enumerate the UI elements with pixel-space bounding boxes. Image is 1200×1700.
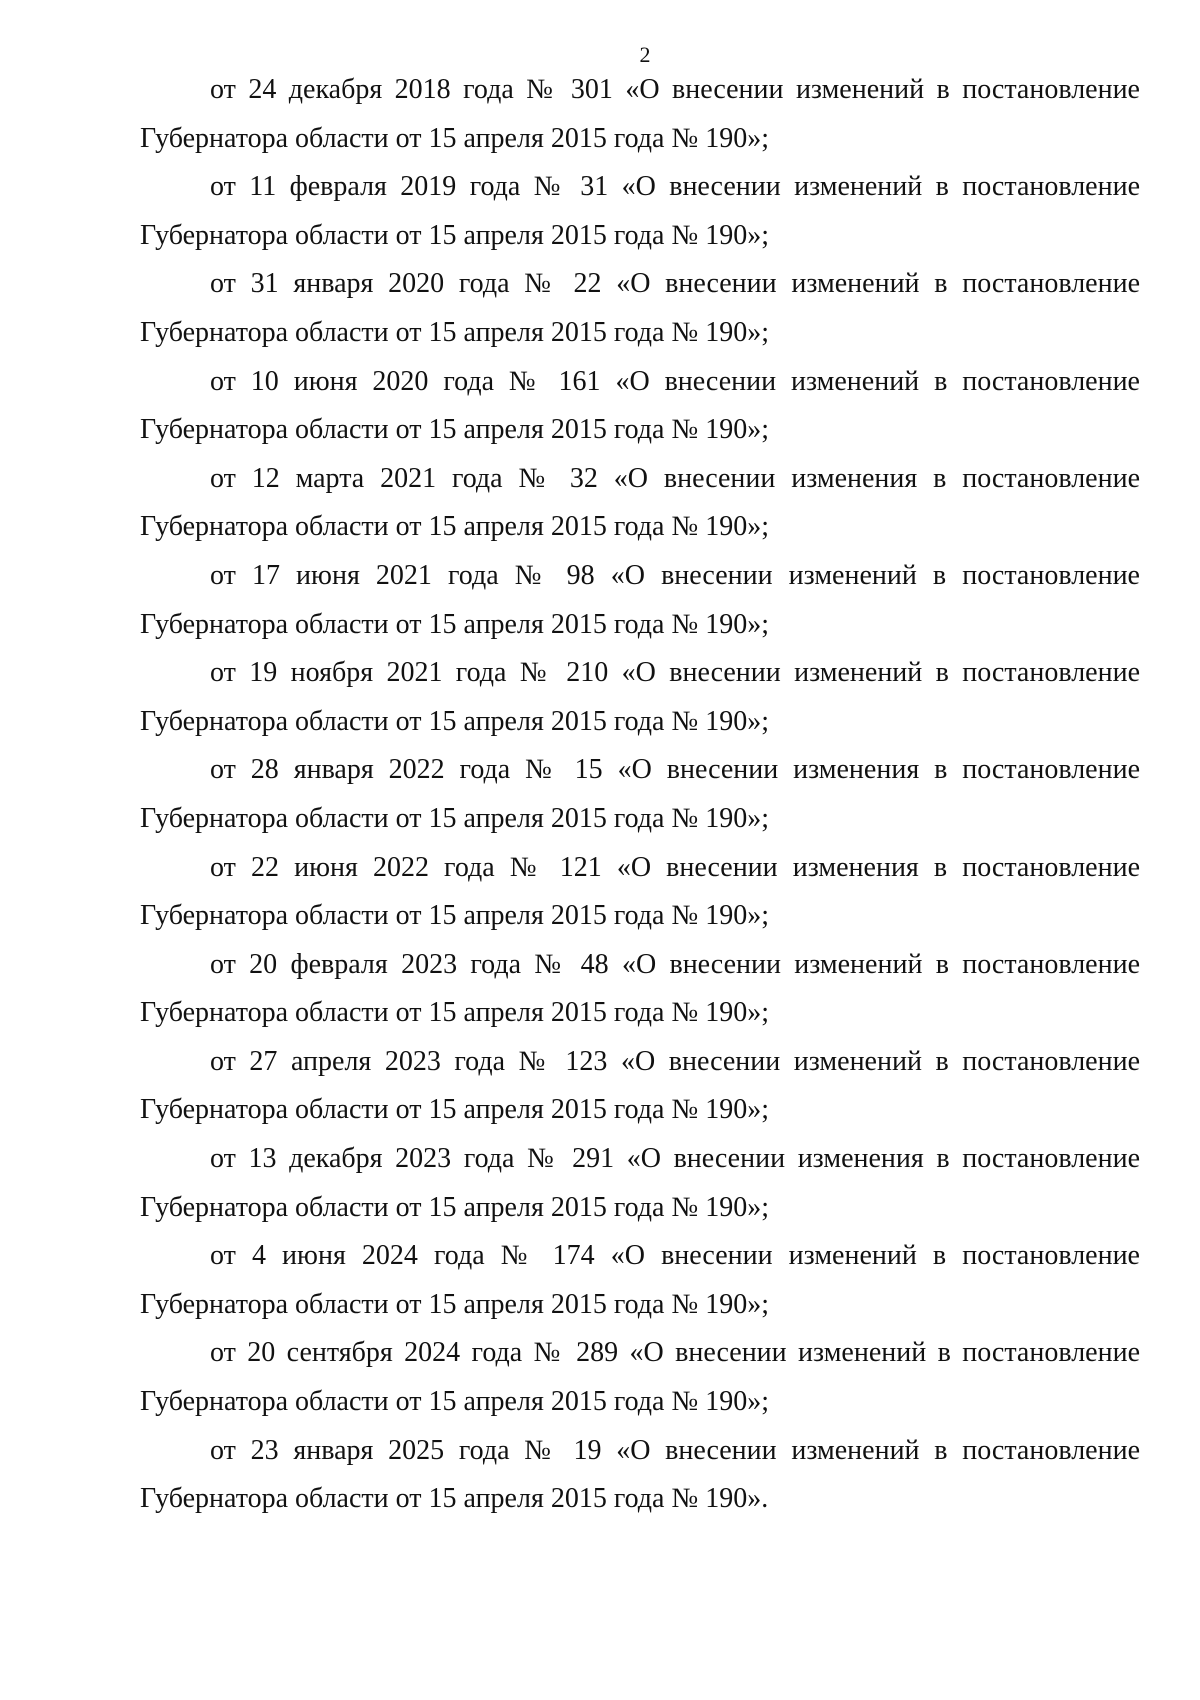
page-number: 2 — [639, 42, 651, 67]
amendment-entry — [140, 455, 1140, 552]
amendment-line-2: Губернатора области от 15 апреля 2015 года № 190»; — [140, 414, 769, 446]
amendment-line-1: от 20 февраля 2023 года № 48 «О внесении изменений в постановление — [210, 948, 1140, 980]
amendment-entry — [140, 163, 1140, 260]
amendment-line-1: от 22 июня 2022 года № 121 «О внесении изменения в постановление — [210, 851, 1140, 883]
amendment-line-1: от 19 ноября 2021 года № 210 «О внесении изменений в постановление — [210, 657, 1140, 689]
amendment-entry — [140, 1038, 1140, 1135]
amendment-line-2: Губернатора области от 15 апреля 2015 года № 190»; — [140, 122, 769, 154]
amendment-entry — [140, 1329, 1140, 1426]
amendment-line-2: Губернатора области от 15 апреля 2015 года № 190»; — [140, 1288, 769, 1320]
amendment-entry — [140, 1135, 1140, 1232]
amendment-line-1: от 4 июня 2024 года № 174 «О внесении изменений в постановление — [210, 1240, 1140, 1272]
amendment-entry — [140, 746, 1140, 843]
amendment-line-1: от 27 апреля 2023 года № 123 «О внесении изменений в постановление — [210, 1045, 1140, 1077]
amendment-line-1: от 20 сентября 2024 года № 289 «О внесении изменений в постановление — [210, 1337, 1140, 1369]
amendment-line-2: Губернатора области от 15 апреля 2015 года № 190»; — [140, 316, 769, 348]
amendment-line-1: от 17 июня 2021 года № 98 «О внесении изменений в постановление — [210, 559, 1140, 591]
amendment-line-2: Губернатора области от 15 апреля 2015 года № 190»; — [140, 1191, 769, 1223]
amendment-entry — [140, 941, 1140, 1038]
amendments-list — [140, 66, 1140, 1524]
amendment-entry — [140, 66, 1140, 163]
amendment-entry — [140, 844, 1140, 941]
amendment-entry — [140, 1232, 1140, 1329]
amendment-line-1: от 11 февраля 2019 года № 31 «О внесении изменений в постановление — [210, 171, 1140, 203]
amendment-line-2: Губернатора области от 15 апреля 2015 года № 190»; — [140, 997, 769, 1029]
amendment-line-1: от 12 марта 2021 года № 32 «О внесении изменения в постановление — [210, 462, 1140, 494]
amendment-line-2: Губернатора области от 15 апреля 2015 года № 190»; — [140, 1386, 769, 1418]
amendment-line-2: Губернатора области от 15 апреля 2015 года № 190»; — [140, 900, 769, 932]
amendment-line-2: Губернатора области от 15 апреля 2015 года № 190»; — [140, 705, 769, 737]
amendment-line-1: от 13 декабря 2023 года № 291 «О внесении изменения в постановление — [210, 1143, 1140, 1175]
amendment-line-1: от 31 января 2020 года № 22 «О внесении изменений в постановление — [210, 268, 1140, 300]
amendment-line-1: от 28 января 2022 года № 15 «О внесении изменения в постановление — [210, 754, 1140, 786]
amendment-line-1: от 10 июня 2020 года № 161 «О внесении изменений в постановление — [210, 365, 1140, 397]
amendment-line-2: Губернатора области от 15 апреля 2015 года № 190»; — [140, 802, 769, 834]
amendment-entry — [140, 649, 1140, 746]
amendment-line-1: от 24 декабря 2018 года № 301 «О внесении изменений в постановление — [210, 74, 1140, 105]
amendment-line-2: Губернатора области от 15 апреля 2015 года № 190»; — [140, 1094, 769, 1126]
amendment-line-2: Губернатора области от 15 апреля 2015 года № 190»; — [140, 511, 769, 543]
amendment-line-1: от 23 января 2025 года № 19 «О внесении изменений в постановление — [210, 1434, 1140, 1466]
amendment-entry — [140, 552, 1140, 649]
amendment-line-2: Губернатора области от 15 апреля 2015 года № 190»; — [140, 219, 769, 251]
amendment-entry — [140, 358, 1140, 455]
amendment-entry — [140, 260, 1140, 357]
amendment-line-2: Губернатора области от 15 апреля 2015 года № 190»; — [140, 608, 769, 640]
amendment-line-2: Губернатора области от 15 апреля 2015 года № 190». — [140, 1483, 769, 1515]
amendment-entry — [140, 1427, 1140, 1524]
